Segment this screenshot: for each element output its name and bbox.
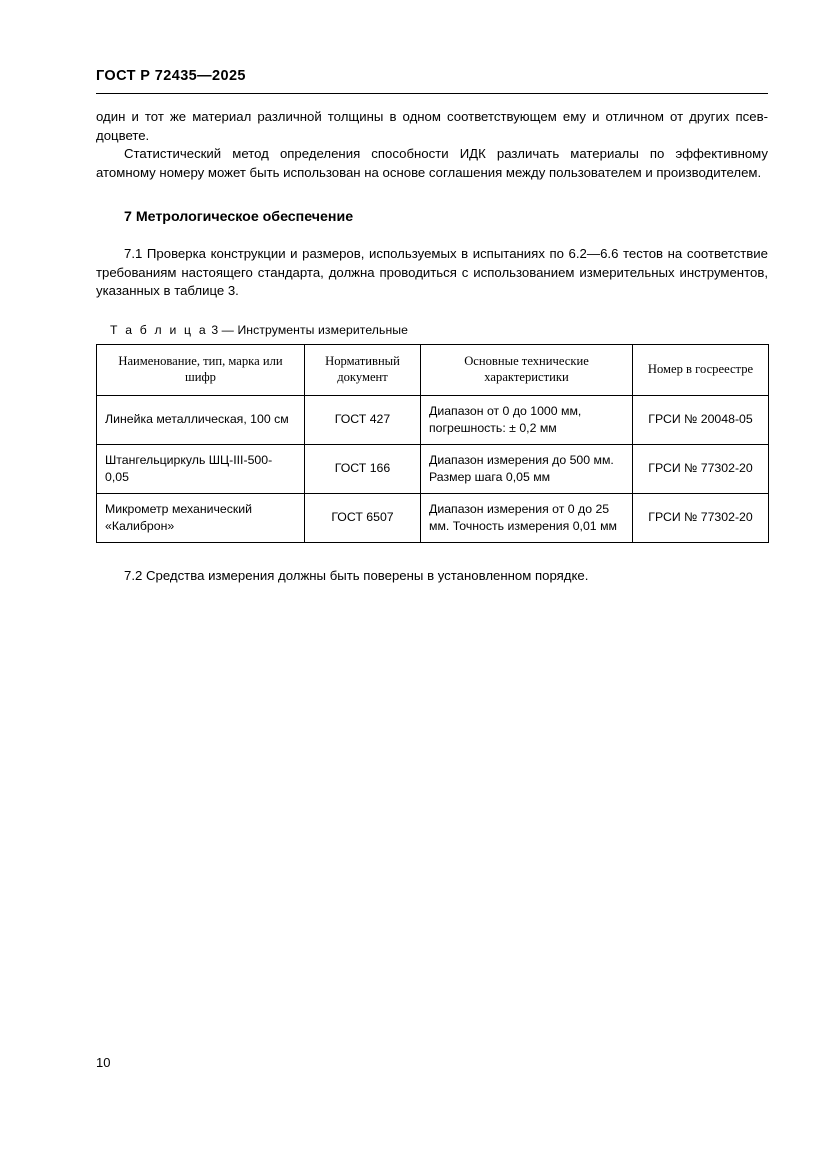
- header-divider: [96, 93, 768, 94]
- table-caption: [96, 323, 768, 337]
- column-header-document: Нормативный документ: [305, 345, 421, 395]
- paragraph-statistical-method: Статистический метод определения способности ИДК различать материалы по эффективному атомному номеру может быть использован на основе соглашения между пользователем и производителем.: [96, 146, 768, 181]
- page-content: [96, 68, 768, 585]
- cell-document: ГОСТ 166: [305, 444, 421, 493]
- cell-specs: Диапазон измерения до 500 мм. Размер шага 0,05 мм: [421, 444, 633, 493]
- paragraph-continuation: один и тот же материал различной толщины в одном соответствующем ему и отличном от других псевдоцвете.: [96, 109, 768, 143]
- column-header-registry: Номер в госреестре: [633, 345, 769, 395]
- cell-name: Микрометр механический «Калиброн»: [97, 493, 305, 542]
- table-caption-rest: 3 — Инструменты измерительные: [211, 323, 409, 338]
- column-header-name: Наименование, тип, марка или шифр: [97, 345, 305, 395]
- cell-specs: Диапазон измерения от 0 до 25 мм. Точность измерения 0,01 мм: [421, 493, 633, 542]
- table-caption-prefix: Т а б л и ц а: [110, 323, 208, 338]
- table-row: [97, 493, 769, 542]
- table-header-row: [97, 345, 769, 395]
- document-standard-header: ГОСТ Р 72435—2025: [96, 68, 246, 84]
- section-heading-7: 7 Метрологическое обеспечение: [124, 208, 354, 225]
- table-row: [97, 444, 769, 493]
- cell-document: ГОСТ 427: [305, 395, 421, 444]
- cell-registry: ГРСИ № 77302-20: [633, 493, 769, 542]
- paragraph-7-1: 7.1 Проверка конструкции и размеров, используемых в испытаниях по 6.2—6.6 тестов на соответствие требованиям настоящего стандарта, должна проводиться с использованием измерительных инструментов, указанных в таблице 3.: [96, 245, 768, 299]
- column-header-specs: Основные технические характеристики: [421, 345, 633, 395]
- cell-registry: ГРСИ № 20048-05: [633, 395, 769, 444]
- cell-document: ГОСТ 6507: [305, 493, 421, 542]
- table-row: [97, 395, 769, 444]
- cell-name: Линейка металлическая, 100 см: [97, 395, 305, 444]
- page-number: 10: [96, 1055, 111, 1070]
- cell-registry: ГРСИ № 77302-20: [633, 444, 769, 493]
- measuring-instruments-table: [96, 344, 769, 542]
- cell-specs: Диапазон от 0 до 1000 мм, погрешность: ± 0,2 мм: [421, 395, 633, 444]
- paragraph-7-2: 7.2 Средства измерения должны быть поверены в установленном порядке.: [124, 567, 589, 583]
- cell-name: Штангельциркуль ШЦ-III-500-0,05: [97, 444, 305, 493]
